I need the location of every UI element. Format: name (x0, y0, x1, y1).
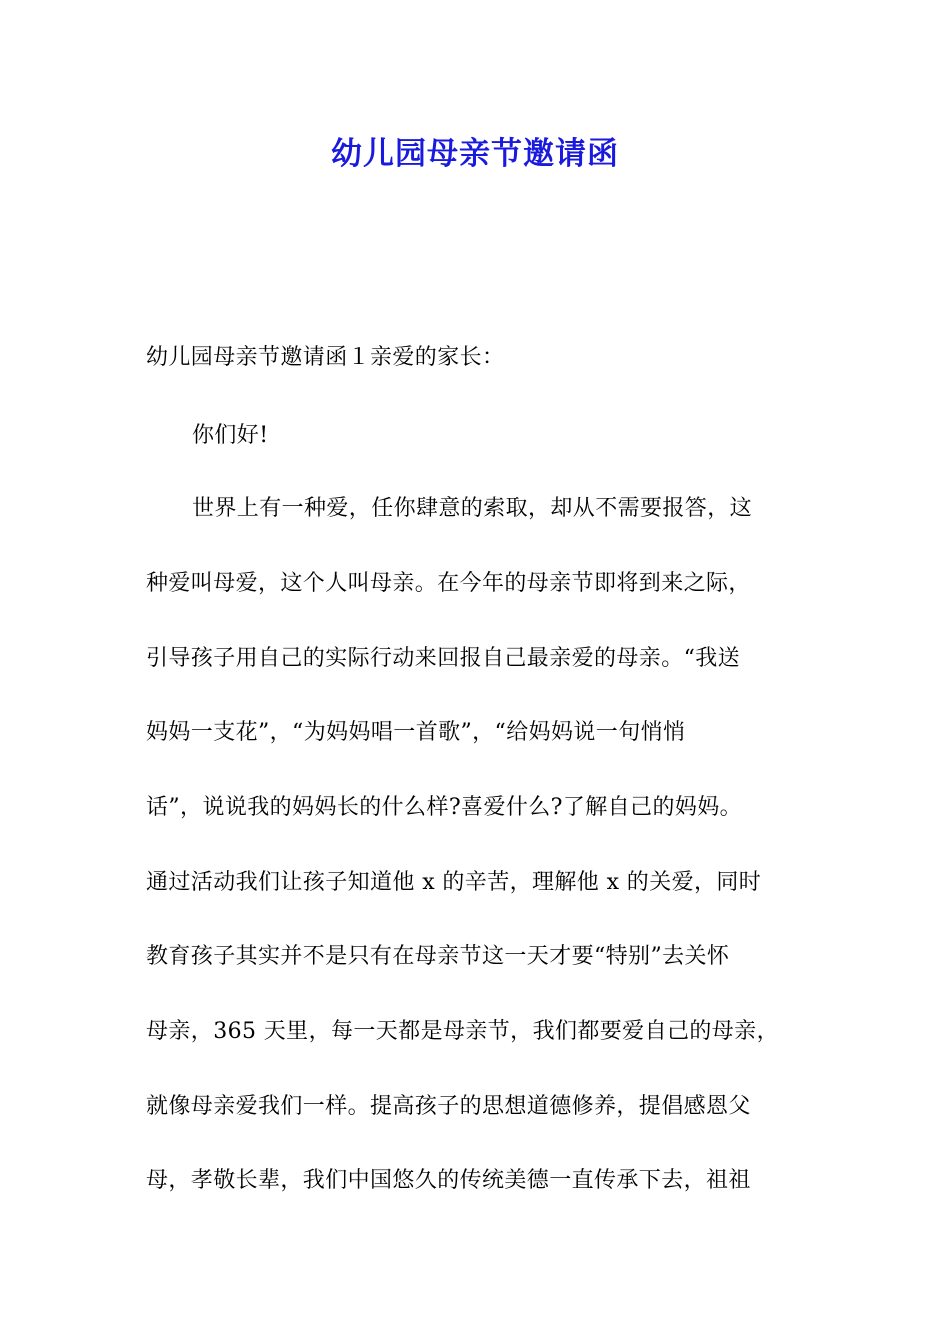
body-line-7: 教育孩子其实并不是只有在母亲节这一天才要“特别”去关怀 (146, 944, 730, 969)
body-line-3: 引导孩子用自己的实际行动来回报自己最亲爱的母亲。“我送 (146, 646, 741, 671)
document-title: 幼儿园母亲节邀请函 (331, 136, 619, 172)
body-line-6: 通过活动我们让孩子知道他 x 的辛苦，理解他 x 的关爱，同时 (146, 870, 762, 895)
body-line-1: 世界上有一种爱，任你肆意的索取，却从不需要报答，这 (192, 496, 753, 521)
body-line-2: 种爱叫母爱，这个人叫母亲。在今年的母亲节即将到来之际， (146, 571, 751, 596)
body-line-8: 母亲，365 天里，每一天都是母亲节，我们都要爱自己的母亲， (146, 1019, 779, 1044)
salutation-line: 幼儿园母亲节邀请函１亲爱的家长： (146, 345, 505, 370)
body-line-9: 就像母亲爱我们一样。提高孩子的思想道德修养，提倡感恩父 (146, 1094, 751, 1119)
body-line-5: 话”，说说我的妈妈长的什么样?喜爱什么?了解自己的妈妈。 (146, 795, 743, 820)
body-line-10: 母，孝敬长辈，我们中国悠久的传统美德一直传承下去，祖祖 (146, 1168, 751, 1193)
greeting-line: 你们好! (192, 423, 269, 448)
body-line-4: 妈妈一支花”，“为妈妈唱一首歌”，“给妈妈说一句悄悄 (146, 720, 686, 745)
